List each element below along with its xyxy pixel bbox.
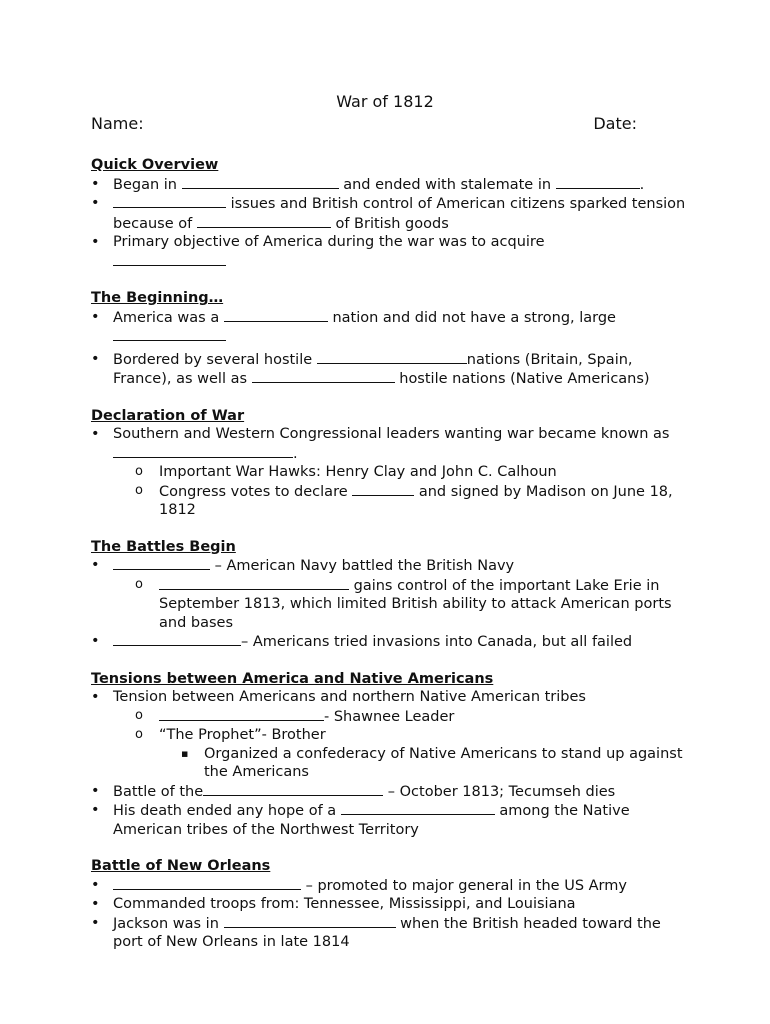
item-text: Southern and Western Congressional leaders wanting war became known as: [113, 426, 670, 442]
blank-line: [341, 801, 495, 815]
list-item: [91, 914, 691, 952]
item-text: – Americans tried invasions into Canada, but all failed: [241, 634, 633, 650]
date-label: Date:: [593, 114, 637, 133]
blank-line: [159, 576, 349, 590]
list-item: [91, 233, 691, 271]
blank-line: [113, 194, 226, 208]
blank-line: [113, 252, 226, 266]
blank-line: [113, 444, 293, 458]
section-heading: The Beginning…: [91, 290, 224, 306]
page-title: War of 1812: [336, 92, 434, 111]
list-item: [91, 688, 691, 707]
item-text: .: [639, 176, 645, 193]
blank-line: [197, 214, 331, 228]
list-item: [91, 194, 691, 233]
section-heading: Quick Overview: [91, 157, 219, 173]
item-text: Bordered by several hostile: [113, 351, 313, 368]
blank-line: [224, 308, 328, 322]
section-heading: Battle of New Orleans: [91, 858, 271, 874]
blank-line: [113, 876, 301, 890]
item-text: Began in: [113, 176, 177, 193]
section-heading: The Battles Begin: [91, 538, 236, 555]
list-item: [91, 350, 691, 389]
list-item: [91, 175, 691, 195]
item-text: His death ended any hope of a: [113, 803, 337, 819]
name-date-row: [91, 115, 639, 134]
blank-line: [113, 632, 241, 646]
blank-line: [556, 175, 640, 189]
item-text: – promoted to major general in the US Army: [305, 877, 627, 894]
item-text: Organized a confederacy of Native Americans to stand up against the Americans: [204, 745, 683, 780]
blank-line: [159, 707, 324, 721]
item-text: nation and did not have a strong, large: [332, 309, 616, 326]
name-label: Name:: [91, 114, 144, 133]
section-tensions: [91, 670, 691, 840]
item-text: – October 1813; Tecumseh dies: [387, 783, 616, 800]
item-text: Primary objective of America during the war was to acquire: [113, 234, 545, 250]
item-text: hostile nations (Native Americans): [399, 371, 650, 387]
sub-list-item: [91, 463, 691, 482]
blank-line: [352, 482, 414, 496]
list-item: [91, 782, 691, 802]
blank-line: [224, 914, 396, 928]
sub-sub-list-item: [91, 745, 691, 782]
item-text: issues and British control of American citizens sparked tension because of: [113, 196, 686, 232]
item-text: when the British headed toward the port of New Orleans in late 1814: [113, 915, 661, 950]
item-text: America was a: [113, 309, 220, 326]
item-text: – American Navy battled the British Navy: [214, 558, 515, 574]
blank-line: [113, 556, 210, 570]
item-text: Congress votes to declare: [159, 483, 348, 500]
list-item: [91, 556, 691, 576]
item-text: .: [293, 445, 298, 462]
worksheet-content: [91, 156, 691, 970]
item-text: and ended with stalemate in: [343, 176, 552, 193]
sub-list-item: [91, 726, 691, 745]
list-item: [91, 425, 691, 463]
item-text: Tension between Americans and northern Native American tribes: [113, 689, 586, 705]
item-text: Jackson was in: [113, 915, 219, 932]
section-new-orleans: [91, 857, 691, 952]
blank-line: [252, 369, 395, 383]
item-text: of British goods: [335, 215, 449, 232]
item-text: Commanded troops from: Tennessee, Mississippi, and Louisiana: [113, 896, 576, 912]
blank-line: [317, 350, 467, 364]
item-text: among the Native American tribes of the Northwest Territory: [113, 803, 630, 838]
list-item: [91, 895, 691, 914]
item-text: Important War Hawks: Henry Clay and John C. Calhoun: [159, 464, 557, 480]
list-item: [91, 801, 691, 839]
section-the-beginning: [91, 289, 691, 389]
item-text: nations (Britain, Spain, France), as well as: [113, 351, 633, 387]
section-heading: Tensions between America and Native Americans: [91, 670, 494, 687]
item-text: Battle of the: [113, 783, 204, 800]
sub-list-item: [91, 482, 691, 520]
item-text: gains control of the important Lake Erie in September 1813, which limited British ability to attack American ports and bases: [159, 577, 672, 631]
item-text: - Shawnee Leader: [324, 708, 455, 725]
blank-line: [203, 782, 383, 796]
item-text: “The Prophet”- Brother: [159, 727, 326, 743]
list-item: [91, 308, 691, 347]
blank-line: [182, 175, 339, 189]
sub-list-item: [91, 707, 691, 727]
section-heading: Declaration of War: [91, 407, 245, 424]
item-text: and signed by Madison on June 18, 1812: [159, 483, 673, 518]
list-item: [91, 876, 691, 896]
section-quick-overview: [91, 156, 691, 271]
blank-line: [113, 327, 226, 341]
section-battles-begin: [91, 538, 691, 652]
list-item: [91, 632, 691, 652]
section-declaration-of-war: [91, 407, 691, 520]
sub-list-item: [91, 576, 691, 633]
